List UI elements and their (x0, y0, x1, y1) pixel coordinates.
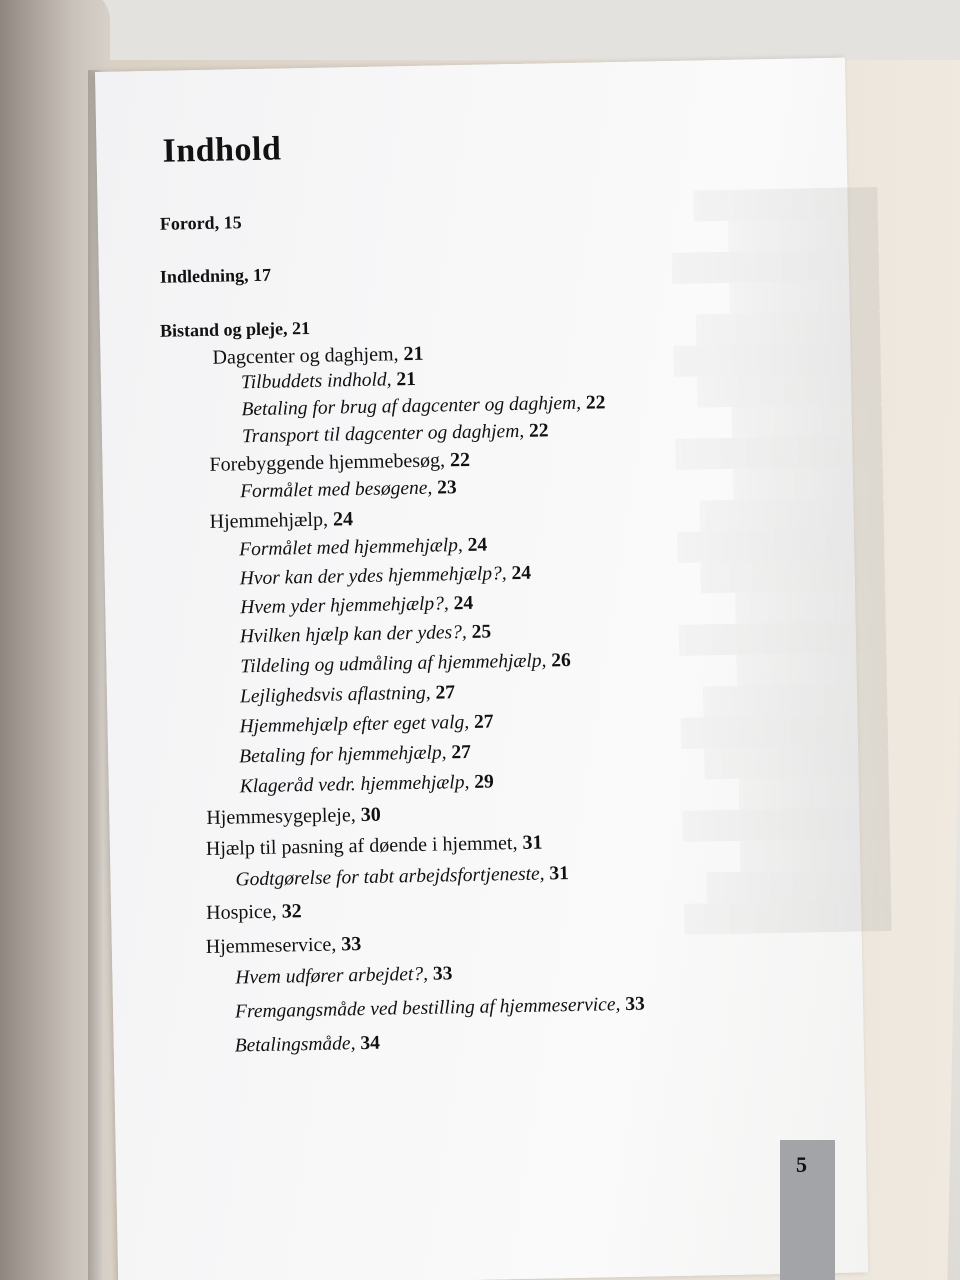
toc-entry-text: Klageråd vedr. hjemmehjælp, (239, 771, 475, 798)
toc-entry (160, 265, 271, 288)
toc-entry-text: Hvor kan der ydes hjemmehjælp?, (239, 563, 512, 590)
toc-entry-page: 24 (511, 562, 532, 585)
toc-entry (160, 318, 310, 342)
toc-entry-page: 15 (223, 212, 242, 233)
toc-entry-text: Transport til dagcenter og daghjem, (241, 420, 530, 448)
toc-entry (240, 771, 494, 798)
toc-entry (240, 682, 455, 708)
toc-entry (235, 994, 645, 1024)
toc-entry-text: Formålet med besøgene, (239, 477, 438, 503)
toc-entry-page: 21 (403, 342, 424, 366)
book-page (95, 58, 868, 1280)
toc-entry (206, 900, 302, 925)
toc-entry (212, 343, 423, 370)
toc-entry-text: Hjemmeservice, (205, 933, 342, 959)
toc-entry-page: 17 (252, 264, 272, 286)
toc-entry (239, 742, 471, 768)
page-number-tab (780, 1140, 835, 1280)
page-title: Indhold (162, 130, 282, 170)
toc-entry (235, 863, 569, 891)
toc-entry-text: Hjælp til pasning af døende i hjemmet, (205, 831, 523, 861)
toc-entry (240, 650, 571, 678)
toc-entry-text: Forebyggende hjemmebesøg, (209, 449, 451, 476)
toc-entry-text: Hvilken hjælp kan der ydes?, (239, 621, 472, 648)
toc-entry-page: 22 (449, 448, 471, 472)
toc-entry (241, 392, 605, 421)
toc-entry-page: 27 (451, 741, 472, 764)
toc-entry-text: Lejlighedsvis aflastning, (239, 682, 436, 708)
toc-entry-text: Hjemmehjælp, (209, 508, 334, 533)
toc-entry-page: 33 (341, 933, 362, 956)
toc-entry-text: Hospice, (205, 900, 282, 925)
toc-entry (209, 508, 353, 534)
toc-entry-page: 33 (625, 993, 645, 1015)
toc-entry-page: 29 (474, 771, 494, 793)
toc-entry (209, 449, 470, 477)
toc-entry-page: 21 (396, 368, 417, 391)
toc-entry-text: Fremgangsmåde ved bestilling af hjemmeservice, (234, 993, 626, 1023)
toc-entry-text: Betalingsmåde, (234, 1033, 361, 1057)
toc-entry-text: Betaling for hjemmehjælp, (238, 742, 452, 768)
page-number: 5 (796, 1152, 807, 1177)
toc-entry-page: 27 (435, 682, 456, 704)
toc-entry (235, 1033, 381, 1058)
toc-entry-text: Dagcenter og daghjem, (212, 343, 404, 369)
toc-entry-page: 34 (360, 1032, 381, 1055)
toc-entry-page: 27 (473, 711, 494, 733)
toc-entry (240, 622, 492, 649)
toc-entry-text: Tilbuddets indhold, (240, 369, 397, 394)
toc-entry-text: Betaling for brug af dagcenter og daghjem, (241, 392, 587, 421)
toc-entry-page: 32 (281, 900, 302, 923)
toc-entry (240, 563, 532, 591)
toc-entry-page: 22 (528, 420, 549, 442)
toc-entry (206, 832, 543, 861)
toc-entry (160, 212, 242, 235)
toc-entry (242, 420, 549, 448)
toc-entry-page: 26 (551, 649, 572, 672)
toc-entry-text: Formålet med hjemmehjælp, (238, 534, 468, 561)
toc-entry (240, 477, 457, 503)
toc-entry-page: 31 (549, 863, 570, 885)
toc-entry-page: 24 (453, 592, 474, 615)
toc-entry-page: 25 (471, 621, 492, 643)
toc-entry (235, 963, 452, 989)
toc-content (95, 58, 866, 1172)
toc-entry-text: Hvem yder hjemmehjælp?, (240, 593, 454, 619)
toc-entry (241, 369, 416, 394)
toc-entry-text: Hjemmesygepleje, (206, 804, 361, 829)
toc-entry-page: 21 (291, 317, 311, 339)
toc-entry-page: 30 (360, 803, 381, 827)
toc-entry (206, 804, 381, 830)
toc-entry-text: Godtgørelse for tabt arbejdsfortjeneste, (235, 863, 550, 891)
toc-entry-text: Tildeling og udmåling af hjemmehjælp, (240, 650, 552, 678)
toc-entry-text: Bistand og pleje, (159, 318, 293, 341)
toc-entry (239, 711, 493, 738)
toc-entry-page: 22 (585, 392, 606, 414)
toc-entry (240, 593, 473, 619)
toc-entry-page: 24 (332, 508, 354, 531)
toc-entry-text: Forord, (159, 212, 224, 234)
toc-entry-page: 24 (467, 534, 488, 556)
toc-entry-text: Hvem udfører arbejdet?, (235, 963, 434, 989)
toc-entry-text: Indledning, (159, 265, 254, 287)
toc-entry (206, 933, 362, 959)
toc-entry-page: 23 (436, 477, 457, 499)
toc-entry (239, 535, 487, 562)
toc-entry-text: Hjemmehjælp efter eget valg, (239, 711, 475, 738)
toc-entry-page: 31 (522, 831, 543, 854)
toc-entry-page: 33 (432, 963, 453, 985)
